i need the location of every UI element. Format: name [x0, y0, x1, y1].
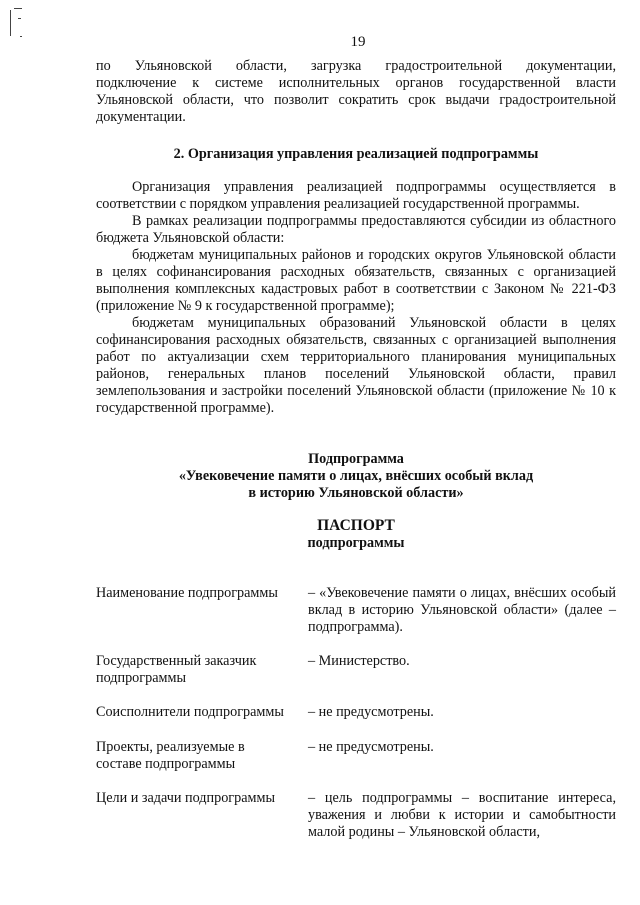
paragraph: В рамках реализации подпрограммы предоставляются субсидии из областного бюджета Ульяновской области: — [96, 213, 616, 246]
passport-row-value: – цель подпрограммы – воспитание интереса, уважения и любви к истории и самобытности малой родины – Ульяновской области, — [308, 790, 616, 840]
intro-line: подключение к системе исполнительных органов государственной власти — [96, 75, 616, 91]
passport-row-label: Цели и задачи подпрограммы — [96, 790, 275, 806]
subprogram-title: в историю Ульяновской области» — [248, 485, 464, 501]
passport-row-value: – не предусмотрены. — [308, 704, 434, 720]
intro-line: Ульяновской области, что позволит сократить срок выдачи градостроительной — [96, 92, 616, 108]
intro-line: по Ульяновской области, загрузка градостроительной документации, — [96, 58, 616, 74]
intro-line: документации. — [96, 109, 186, 125]
paragraph: бюджетам муниципальных районов и городских округов Ульяновской области в целях софинансирования расходных обязательств, связанных с организацией выполнения комплексных кадастровых работ в соответствии с Законом № 221-ФЗ (приложение № 9 к государственной программе); — [96, 247, 616, 314]
passport-row-label: Проекты, реализуемые в составе подпрограммы — [96, 739, 245, 772]
passport-row-label: Государственный заказчик подпрограммы — [96, 653, 257, 686]
passport-row-label: Соисполнители подпрограммы — [96, 704, 284, 720]
passport-title: ПАСПОРТ — [317, 517, 395, 534]
paragraph: Организация управления реализацией подпрограммы осуществляется в соответствии с порядком управления реализацией государственной программы. — [96, 179, 616, 212]
subprogram-title: «Увековечение памяти о лицах, внёсших особый вклад — [178, 468, 534, 484]
passport-row-value: – «Увековечение памяти о лицах, внёсших особый вклад в историю Ульяновской области» (далее – подпрограмма). — [308, 585, 616, 635]
subprogram-label: Подпрограмма — [308, 451, 404, 467]
paragraph: бюджетам муниципальных образований Ульяновской области в целях софинансирования расходных обязательств, связанных с организацией выполнения работ по актуализации схем территориального планирования муниципальных районов, генеральных планов поселений Ульяновской области, правил землепользования и застройки поселений Ульяновской области (приложение № 10 к государственной программе). — [96, 315, 616, 416]
passport-row-value: – Министерство. — [308, 653, 410, 669]
passport-row-value: – не предусмотрены. — [308, 739, 434, 755]
passport-row-label: Наименование подпрограммы — [96, 585, 278, 601]
intro-paragraph — [96, 58, 616, 126]
page-number: 19 — [350, 34, 366, 50]
section-body — [96, 179, 616, 417]
section-heading: 2. Организация управления реализацией подпрограммы — [173, 146, 539, 162]
passport-subtitle: подпрограммы — [307, 535, 405, 551]
